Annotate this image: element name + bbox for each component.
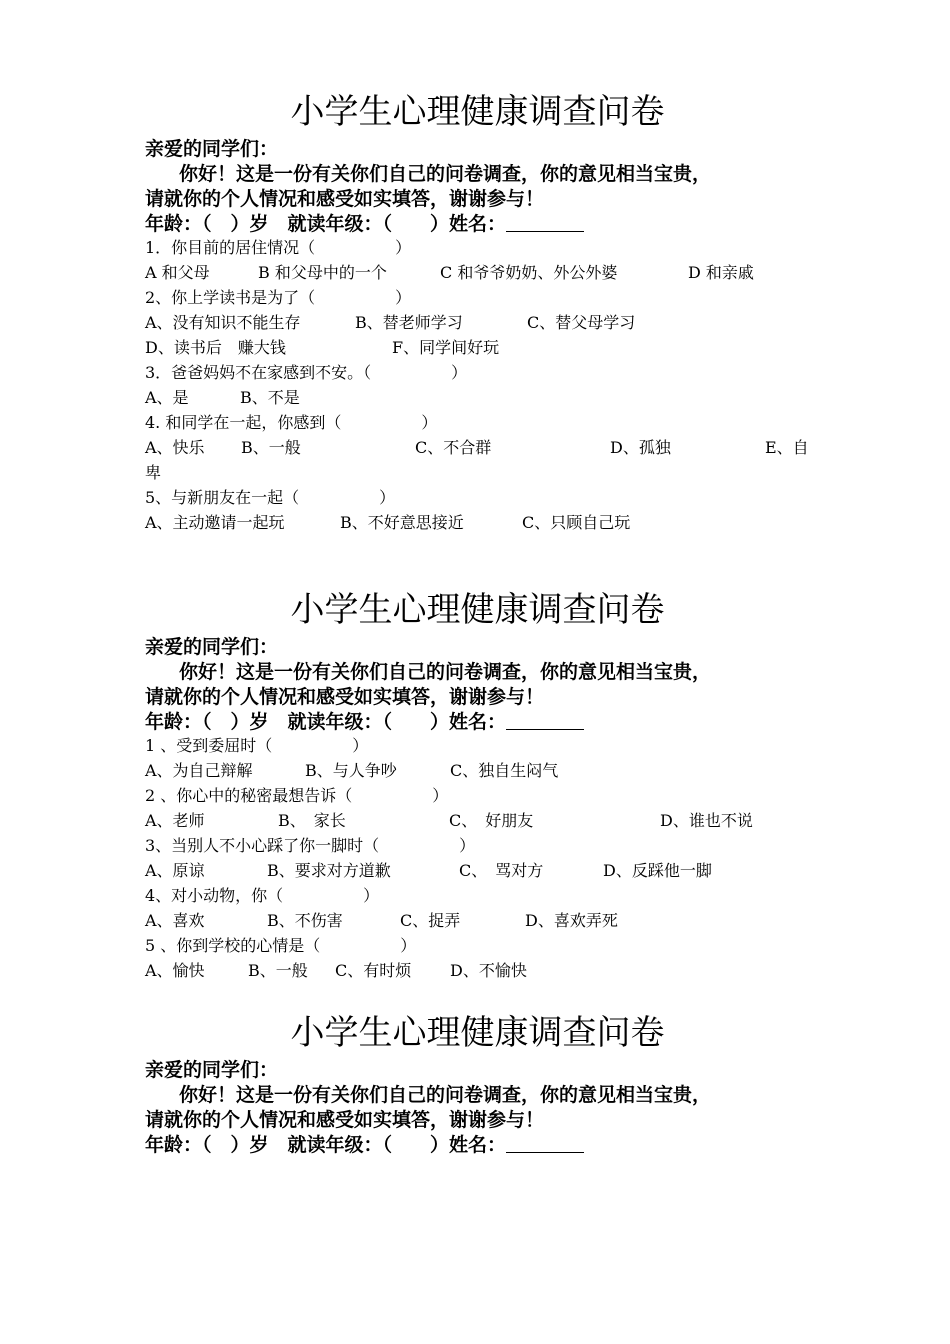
option[interactable]: D、谁也不说 xyxy=(660,811,753,830)
name-blank[interactable] xyxy=(506,213,584,232)
option[interactable]: B、替老师学习 xyxy=(355,313,463,332)
option[interactable]: A、喜欢 xyxy=(145,911,205,930)
option[interactable]: B 和父母中的一个 xyxy=(258,263,387,282)
question-1: 1．你目前的居住情况（ ） xyxy=(145,238,412,257)
option[interactable]: C、有时烦 xyxy=(335,961,412,980)
intro-line-1: 你好！这是一份有关你们自己的问卷调查，你的意见相当宝贵， xyxy=(179,661,712,683)
option[interactable]: D 和亲戚 xyxy=(688,263,754,282)
option[interactable]: C、 骂对方 xyxy=(459,861,544,880)
question-4: 4. 和同学在一起，你感到（ ） xyxy=(145,413,438,432)
option[interactable]: E、自 xyxy=(765,438,809,457)
option[interactable]: B、一般 xyxy=(241,438,301,457)
survey-title: 小学生心理健康调查问卷 xyxy=(290,590,665,630)
name-blank[interactable] xyxy=(506,1134,584,1153)
intro-line-1: 你好！这是一份有关你们自己的问卷调查，你的意见相当宝贵， xyxy=(179,163,712,185)
question-4: 4、对小动物，你（ ） xyxy=(145,886,380,905)
question-4-wrap: 卑 xyxy=(145,463,162,482)
option[interactable]: D、读书后 赚大钱 xyxy=(145,338,286,357)
intro-line-2: 请就你的个人情况和感受如实填答，谢谢参与！ xyxy=(145,686,545,708)
greeting: 亲爱的同学们： xyxy=(145,1059,279,1081)
option[interactable]: A、愉快 xyxy=(145,961,205,980)
option[interactable]: A、原谅 xyxy=(145,861,205,880)
option[interactable]: F、同学间好玩 xyxy=(392,338,500,357)
option[interactable]: B、一般 xyxy=(248,961,308,980)
option[interactable]: D、反踩他一脚 xyxy=(603,861,712,880)
intro-line-2: 请就你的个人情况和感受如实填答，谢谢参与！ xyxy=(145,1109,545,1131)
option[interactable]: C、 好朋友 xyxy=(449,811,534,830)
option[interactable]: A、主动邀请一起玩 xyxy=(145,513,285,532)
option[interactable]: D、不愉快 xyxy=(450,961,527,980)
option[interactable]: B、与人争吵 xyxy=(305,761,397,780)
question-3: 3、当别人不小心踩了你一脚时（ ） xyxy=(145,836,476,855)
option[interactable]: A、是 xyxy=(145,388,189,407)
option[interactable]: A、没有知识不能生存 xyxy=(145,313,301,332)
greeting: 亲爱的同学们： xyxy=(145,636,279,658)
info-line xyxy=(145,710,810,735)
option[interactable]: C、替父母学习 xyxy=(527,313,636,332)
info-line xyxy=(145,1133,810,1158)
option[interactable]: C、独自生闷气 xyxy=(450,761,559,780)
option[interactable]: A、为自己辩解 xyxy=(145,761,253,780)
option[interactable]: C、只顾自己玩 xyxy=(522,513,631,532)
option[interactable]: C 和爷爷奶奶、外公外婆 xyxy=(440,263,618,282)
option[interactable]: B、要求对方道歉 xyxy=(267,861,391,880)
option[interactable]: D、喜欢弄死 xyxy=(525,911,618,930)
survey-title: 小学生心理健康调查问卷 xyxy=(290,1013,665,1053)
option[interactable]: B、不是 xyxy=(240,388,300,407)
option[interactable]: D、孤独 xyxy=(610,438,671,457)
question-5: 5、与新朋友在一起（ ） xyxy=(145,488,396,507)
option[interactable]: B、不伤害 xyxy=(267,911,343,930)
info-fields: 年龄：（ ）岁 就读年级：（ ）姓名： xyxy=(145,1134,507,1156)
option[interactable]: B、不好意思接近 xyxy=(340,513,464,532)
info-line xyxy=(145,212,810,237)
question-2: 2 、你心中的秘密最想告诉（ ） xyxy=(145,786,449,805)
option[interactable]: A、快乐 xyxy=(145,438,205,457)
intro-line-1: 你好！这是一份有关你们自己的问卷调查，你的意见相当宝贵， xyxy=(179,1084,712,1106)
question-1: 1 、受到委屈时（ ） xyxy=(145,736,369,755)
greeting: 亲爱的同学们： xyxy=(145,138,279,160)
option[interactable]: B、 家长 xyxy=(278,811,346,830)
info-fields: 年龄：（ ）岁 就读年级：（ ）姓名： xyxy=(145,213,507,235)
name-blank[interactable] xyxy=(506,711,584,730)
survey-title: 小学生心理健康调查问卷 xyxy=(290,92,665,132)
question-2: 2、你上学读书是为了（ ） xyxy=(145,288,412,307)
question-5: 5 、你到学校的心情是（ ） xyxy=(145,936,417,955)
intro-line-2: 请就你的个人情况和感受如实填答，谢谢参与！ xyxy=(145,188,545,210)
option[interactable]: C、不合群 xyxy=(415,438,492,457)
option[interactable]: C、捉弄 xyxy=(400,911,461,930)
question-3: 3．爸爸妈妈不在家感到不安。（ ） xyxy=(145,363,468,382)
option[interactable]: A 和父母 xyxy=(145,263,210,282)
option[interactable]: A、老师 xyxy=(145,811,205,830)
info-fields: 年龄：（ ）岁 就读年级：（ ）姓名： xyxy=(145,711,507,733)
